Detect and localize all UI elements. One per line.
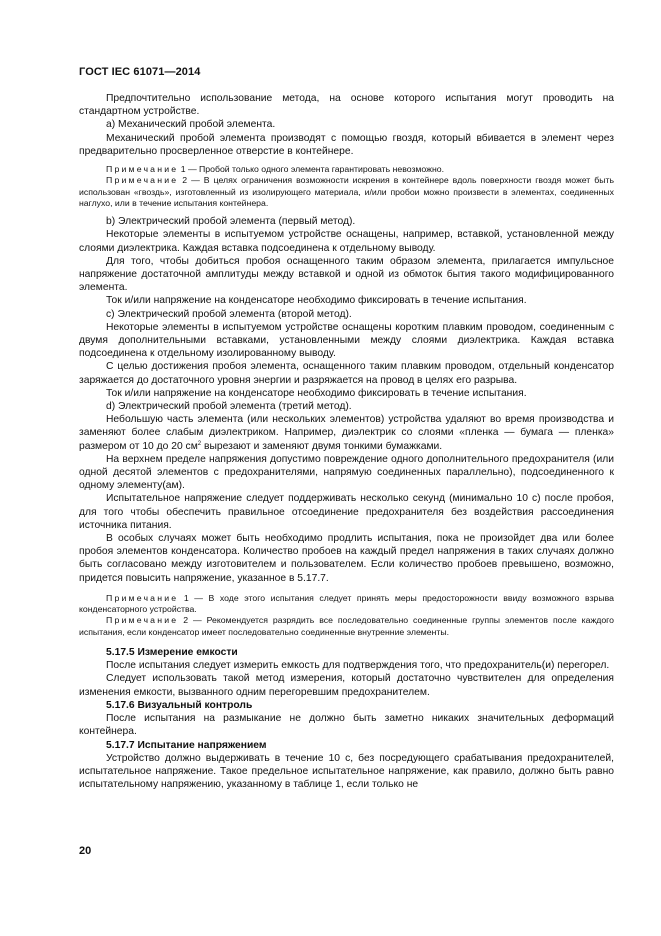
paragraph: Некоторые элементы в испытуемом устройстве оснащены коротким плавким проводом, соединенным с двумя дополнительными вставками, установленными между слоями диэлектрика. Каждая вставка подсоединена к отдельному изолированному выводу. <box>79 321 614 360</box>
paragraph: Для того, чтобы добиться пробоя оснащенного таким образом элемента, прилагается импульсное напряжение достаточной амплитуды между вставкой и одной из обмоток бытия такого модифицированного элемента. <box>79 255 614 294</box>
paragraph: Механический пробой элемента производят с помощью гвоздя, который вбивается в элемент через предварительно просверленное отверстие в контейнере. <box>79 132 614 157</box>
paragraph <box>79 413 614 453</box>
paragraph: Предпочтительно использование метода, на основе которого испытания могут проводить на стандартном устройстве. <box>79 93 614 118</box>
paragraph: с) Электрический пробой элемента (второй метод). <box>106 308 352 320</box>
section-heading: 5.17.6 Визуальный контроль <box>106 699 253 711</box>
document-body <box>79 92 614 791</box>
note-label: Примечание <box>106 615 179 626</box>
paragraph: Ток и/или напряжение на конденсаторе необходимо фиксировать в течение испытания. <box>106 387 527 399</box>
note <box>79 175 614 209</box>
page-number: 20 <box>79 845 92 857</box>
paragraph: После испытания следует измерить емкость для подтверждения того, что предохранитель(и) перегорел. <box>106 660 610 672</box>
paragraph: Ток и/или напряжение на конденсаторе необходимо фиксировать в течение испытания. <box>106 295 527 307</box>
paragraph: Устройство должно выдерживать в течение 10 с, без посредующего срабатывания предохранителей, испытательное напряжение. Такое предельное испытательное напряжение, как правило, должно быть равно испытательному напряжению, указанному в таблице 1, если только не <box>79 752 614 791</box>
paragraph: На верхнем пределе напряжения допустимо повреждение одного дополнительного предохранителя (или одной десятой элементов с предохранителями, напрямую соединенных параллельно), подсоединенного к одному элементу(ам). <box>79 453 614 492</box>
paragraph: а) Механический пробой элемента. <box>106 119 276 131</box>
paragraph: Испытательное напряжение следует поддерживать несколько секунд (минимально 10 с) после пробоя, для того чтобы обеспечить правильное отсоединение предохранителя без воздействия рассоединения источника питания. <box>79 493 614 531</box>
paragraph-text: вырезают и заменяют двумя тонкими бумажками. <box>201 440 443 452</box>
paragraph: С целью достижения пробоя элемента, оснащенного таким плавким проводом, отдельный конденсатор заряжается до достаточного уровня энергии и разряжается на провод в целях его разрыва. <box>79 361 614 386</box>
note-text: 1 — Пробой только одного элемента гарантировать невозможно. <box>178 164 444 175</box>
note-label: Примечание <box>106 592 179 603</box>
note-text: 2 — В целях ограничения возможности искрения в контейнере вдоль поверхности гвоздя может быть использован «гвоздь», изготовленный из изолирующего материала, и/или пробои можно произвести в элементах, соединенных наглухо, или в течение испытания контейнера. <box>79 175 614 208</box>
paragraph-text: Небольшую часть элемента (или нескольких элементов) устройства удаляют во время производства и заменяют более слабым диэлектриком. Например, диэлектрик со слоями «пленка — бумага — пленка» размером от 10 до 20 см <box>79 414 614 452</box>
paragraph: В особых случаях может быть необходимо продлить испытания, пока не произойдет два или более пробоя элементов конденсатора. Количество пробоев на каждый предел напряжения в таких случаях должно быть согласовано между изготовителем и пользователем. Если количество пробоев превышено, возможно, придется повысить напряжение, указанное в 5.17.7. <box>79 533 614 584</box>
note <box>79 615 614 638</box>
note <box>79 164 614 175</box>
paragraph: Некоторые элементы в испытуемом устройстве оснащены, например, вставкой, установленной между слоями диэлектрика. Каждая вставка подсоединена к отдельному выводу. <box>79 229 614 254</box>
paragraph: d) Электрический пробой элемента (третий метод). <box>106 401 352 413</box>
note-label: Примечание <box>106 164 179 175</box>
note-text: 1 — В ходе этого испытания следует принять меры предосторожности ввиду возможного взрыва конденсаторного устройства. <box>79 592 614 615</box>
note-label: Примечание <box>106 175 179 186</box>
note <box>79 593 614 616</box>
section-heading: 5.17.7 Испытание напряжением <box>106 739 267 751</box>
superscript: 2 <box>197 440 202 447</box>
paragraph: b) Электрический пробой элемента (первый метод). <box>106 216 356 228</box>
document-header: ГОСТ IEC 61071—2014 <box>79 66 201 78</box>
paragraph: Следует использовать такой метод измерения, который достаточно чувствителен для определения изменения емкости, вызванного одним перегоревшим предохранителем. <box>79 673 614 698</box>
section-heading: 5.17.5 Измерение емкости <box>106 647 238 659</box>
paragraph: После испытания на размыкание не должно быть заметно никаких значительных деформаций контейнера. <box>79 713 614 738</box>
note-text: 2 — Рекомендуется разрядить все последовательно соединенные группы элементов после каждого испытания, если конденсатор имеет последовательно соединенные внутренние элементы. <box>79 615 614 637</box>
